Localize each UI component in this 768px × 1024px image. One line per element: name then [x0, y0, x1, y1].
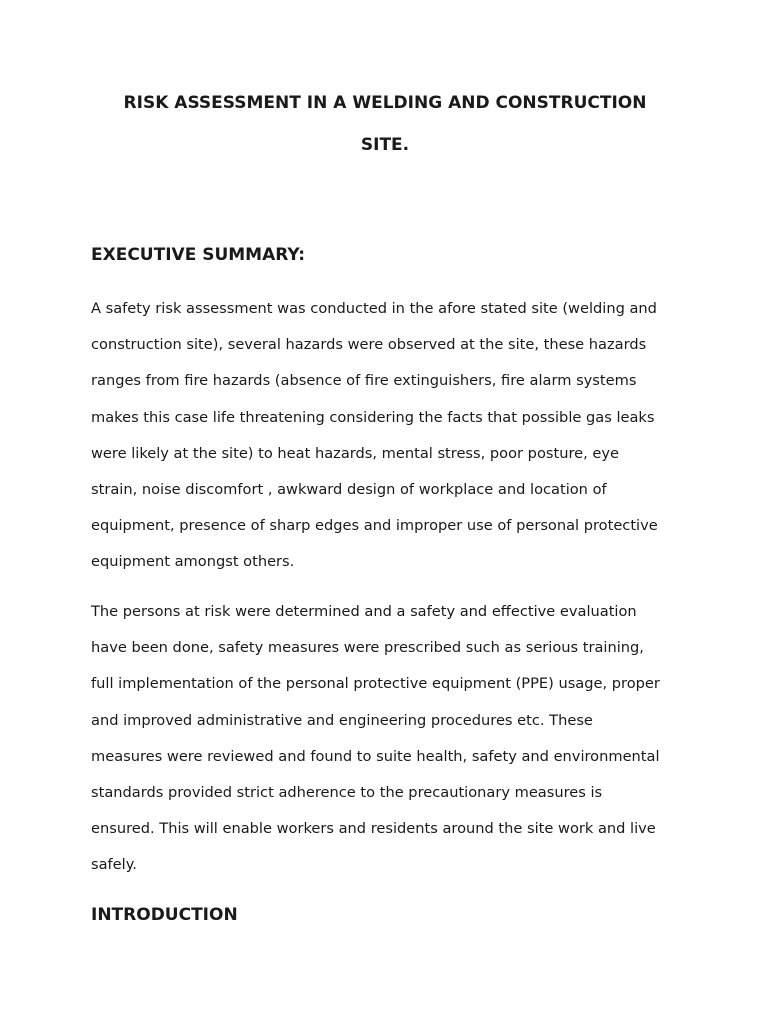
paragraph-line: measures were reviewed and found to suite health, safety and environmental — [91, 747, 660, 765]
paragraph-line: ensured. This will enable workers and residents around the site work and live — [91, 820, 656, 838]
paragraph-line: construction site), several hazards were observed at the site, these hazards — [91, 336, 647, 354]
paragraph-line: strain, noise discomfort , awkward design of workplace and location of — [91, 481, 607, 499]
document-title — [90, 82, 680, 166]
paragraph-line: The persons at risk were determined and a safety and effective evaluation — [91, 603, 637, 620]
paragraph-line: have been done, safety measures were prescribed such as serious training, — [91, 639, 644, 657]
paragraph-line: standards provided strict adherence to the precautionary measures is — [91, 784, 603, 802]
paragraph-line: ranges from fire hazards (absence of fire extinguishers, fire alarm systems — [91, 372, 637, 390]
paragraph-line: were likely at the site) to heat hazards, mental stress, poor posture, eye — [91, 444, 619, 462]
paragraph-line: equipment, presence of sharp edges and improper use of personal protective — [91, 517, 658, 535]
paragraph-line: equipment amongst others. — [91, 553, 295, 571]
paragraph-line: full implementation of the personal protective equipment (PPE) usage, proper — [91, 675, 660, 693]
paragraph-line: safely. — [91, 856, 137, 874]
title-line-1: RISK ASSESSMENT IN A WELDING AND CONSTRUCTION — [123, 93, 647, 113]
executive-summary-paragraph-2 — [91, 594, 691, 884]
executive-summary-heading: EXECUTIVE SUMMARY: — [91, 245, 306, 265]
executive-summary-paragraph-1 — [91, 291, 691, 581]
title-line-2: SITE. — [360, 135, 410, 155]
paragraph-line: makes this case life threatening considering the facts that possible gas leaks — [91, 408, 655, 426]
introduction-heading: INTRODUCTION — [91, 905, 238, 925]
paragraph-line: A safety risk assessment was conducted in the afore stated site (welding and — [91, 300, 657, 317]
paragraph-line: and improved administrative and engineering procedures etc. These — [91, 711, 593, 729]
